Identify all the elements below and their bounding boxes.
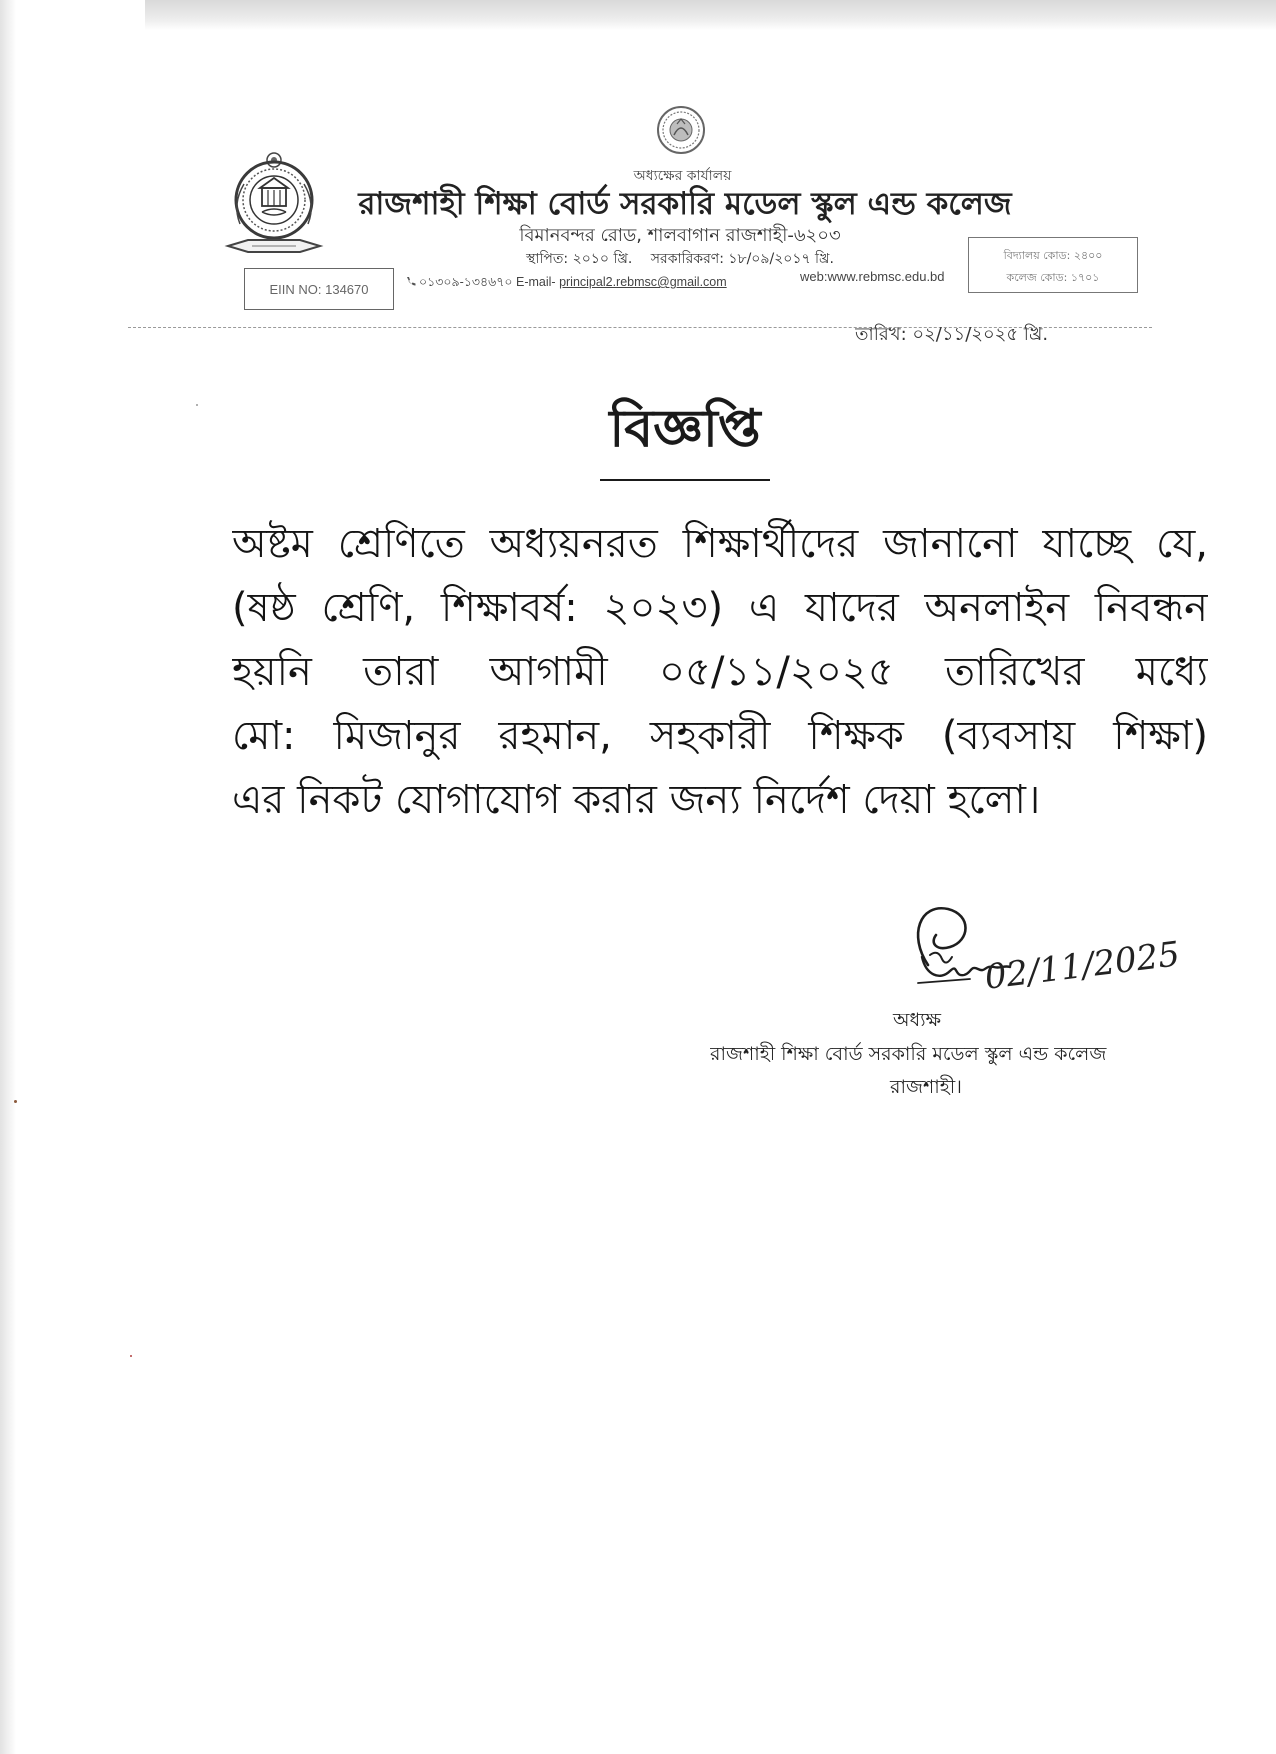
email-label: E-mail- [515,275,556,289]
institution-codes-box [968,237,1138,293]
school-code: বিদ্যালয় কোড: ২৪০০ [1003,249,1103,262]
nationalized-date: সরকারিকরণ: ১৮/০৯/২০১৭ খ্রি. [650,251,834,267]
scan-speck [196,404,198,406]
contact-line [405,274,785,294]
scan-left-edge [0,0,16,1754]
phone-icon [405,276,416,287]
scan-speck [130,1355,132,1357]
notice-date: তারিখ: ০২/১১/২০২৫ খ্রি. [855,324,1049,345]
eiin-number: EIIN NO: 134670 [269,281,369,297]
signatory-institution: রাজশাহী শিক্ষা বোর্ড সরকারি মডেল স্কুল এন্ড কলেজ [710,1043,1107,1065]
office-label: অধ্যক্ষের কার্যালয় [633,168,732,184]
notice-line: (ষষ্ঠ শ্রেণি, শিক্ষাবর্ষ: ২০২৩) এ যাদের অনলাইন নিবন্ধন [232,585,1208,631]
institution-crest-icon [222,150,326,262]
signatory-designation: অধ্যক্ষ [893,1009,942,1031]
email-link[interactable]: principal2.rebmsc@gmail.com [559,275,727,289]
institution-name: রাজশাহী শিক্ষা বোর্ড সরকারি মডেল স্কুল এন্ড কলেজ [358,186,1012,222]
handwritten-date: 02/11/2025 [982,934,1182,998]
establishment-info [430,247,930,271]
scan-speck [14,1100,17,1103]
notice-line: অষ্টম শ্রেণিতে অধ্যয়নরত শিক্ষার্থীদের জানানো যাচ্ছে যে, [232,521,1208,567]
phone-number: ০১৩০৯-১৩৪৬৭০ [419,275,513,289]
scan-top-edge [145,0,1276,30]
eiin-box [244,268,394,310]
notice-body [232,512,1208,832]
established-date: স্থাপিত: ২০১০ খ্রি. [526,251,633,267]
notice-line: মো: মিজানুর রহমান, সহকারী শিক্ষক (ব্যবসায় শিক্ষা) [232,713,1208,759]
college-code: কলেজ কোড: ১৭০১ [1006,271,1100,284]
government-emblem-icon [655,104,707,156]
notice-line: হয়নি তারা আগামী ০৫/১১/২০২৫ তারিখের মধ্যে [232,649,1208,695]
notice-line: এর নিকট যোগাযোগ করার জন্য নির্দেশ দেয়া হলো। [232,777,1041,823]
website-link[interactable]: web:www.rebmsc.edu.bd [800,269,945,284]
signatory-city: রাজশাহী। [890,1076,962,1098]
notice-title: বিজ্ঞপ্তি [600,388,770,481]
institution-address: বিমানবন্দর রোড, শালবাগান রাজশাহী-৬২০৩ [519,225,841,246]
